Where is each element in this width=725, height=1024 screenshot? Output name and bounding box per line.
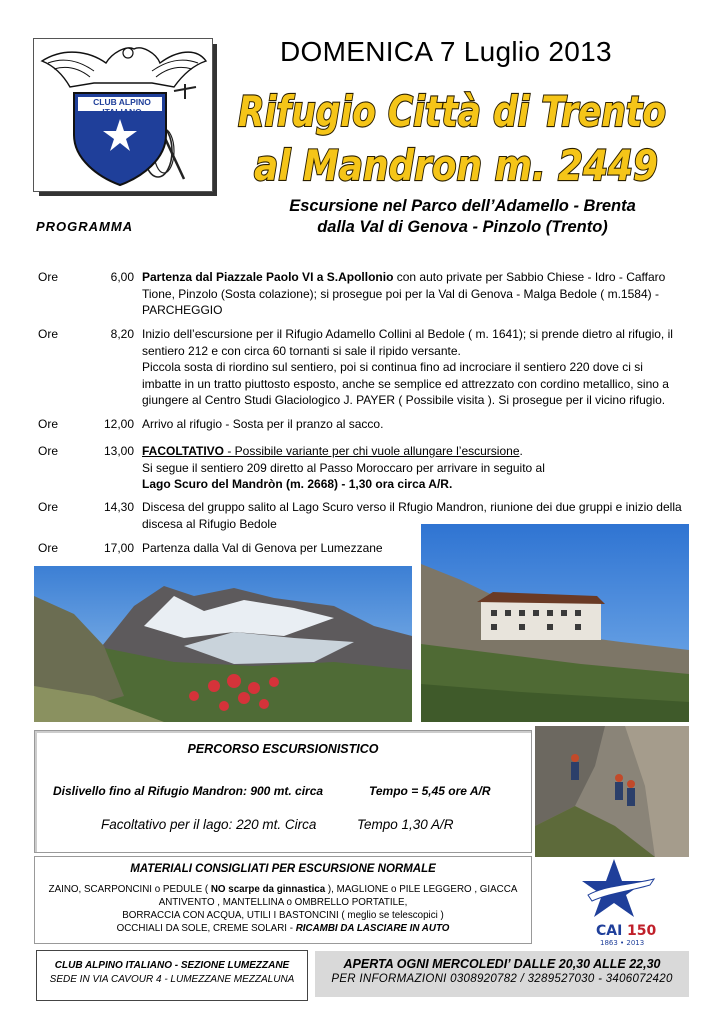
program-desc: Inizio dell’escursione per il Rifugio Adamello Collini al Bedole ( m. 1641); si prende dietro al rifugio, il sentiero 212 e con circa 60 tornanti si sale il ripido versante. Piccola sosta di riordino sul sentiero, poi si continua fino ad incrociare il sentiero 220 dove ci si imbatte in un tratto piuttosto esposto, anche se semplice ed attrezzato con cordino metallico, sino a giungere al Centro Studi Glaciologico J. PAYER ( Possibile visita ). Si prosegue per il vicino rifugio. (142, 327, 673, 408)
ore-label: Ore (38, 327, 59, 341)
program-time: 14,30 (103, 500, 134, 514)
footer-address: SEDE IN VIA CAVOUR 4 - LUMEZZANE MEZZALUNA (49, 974, 295, 985)
program-time: 17,00 (103, 541, 134, 555)
logo-text: CLUB ALPINO ITALIANO (93, 97, 151, 117)
subtitle-line-2: dalla Val di Genova - Pinzolo (Trento) (317, 218, 608, 236)
tempo-lago-text: Tempo 1,30 A/R (357, 817, 454, 832)
footer-left (36, 950, 308, 1001)
footer-club: CLUB ALPINO ITALIANO - SEZIONE LUMEZZANE (54, 960, 290, 971)
title-line-2: al Mandron m. 2449 (254, 141, 658, 190)
dislivello-text: Dislivello fino al Rifugio Mandron: 900 mt. circa (53, 784, 324, 798)
materiali-title: MATERIALI CONSIGLIATI PER ESCURSIONE NORMALE (130, 863, 436, 875)
ore-label: Ore (38, 417, 59, 431)
materiali-box (34, 856, 532, 944)
hikers-photo (535, 726, 689, 857)
program-time: 13,00 (103, 444, 134, 458)
program-desc: Discesa del gruppo salito al Lago Scuro verso il Rfugio Mandron, riunione dei due gruppi e inizio della discesa al Rifugio Bedole (142, 500, 682, 531)
ore-label: Ore (38, 541, 59, 555)
cai150-text: CAI (596, 923, 623, 939)
opening-hours: APERTA OGNI MERCOLEDI’ DALLE 20,30 ALLE 22,30 (343, 957, 661, 971)
title-line-1: Rifugio Città di Trento (238, 87, 666, 136)
tempo-text: Tempo = 5,45 ore A/R (369, 784, 491, 798)
footer-right (315, 951, 689, 997)
programma-label: PROGRAMMA (36, 219, 134, 234)
event-date: DOMENICA 7 Luglio 2013 (280, 36, 612, 67)
cai150-years: 1863 • 2013 (600, 939, 645, 947)
program-time: 8,20 (110, 327, 134, 341)
rifugio-photo (421, 524, 689, 722)
program-desc: Partenza dalla Val di Genova per Lumezzane (142, 541, 383, 555)
percorso-box (34, 730, 532, 853)
glacier-photo (34, 566, 412, 722)
ore-label: Ore (38, 444, 59, 458)
facoltativo-text: Facoltativo per il lago: 220 mt. Circa (101, 817, 317, 832)
contact-phones: PER INFORMAZIONI 0308920782 / 3289527030 - 3406072420 (331, 973, 673, 985)
ore-label: Ore (38, 500, 59, 514)
cai-logo-frame (33, 38, 213, 192)
subtitle (230, 196, 695, 238)
cai150-logo (570, 855, 666, 947)
subtitle-line-1: Escursione nel Parco dell’Adamello - Brenta (289, 197, 636, 215)
program-time: 6,00 (110, 270, 134, 284)
page-title (228, 80, 678, 190)
cai150-num: 150 (627, 923, 657, 939)
materiali-list: ZAINO, SCARPONCINI o PEDULE ( NO scarpe da ginnastica ), MAGLIONE o PILE LEGGERO , GIACCA ANTIVENTO , MANTELLINA o OMBRELLO PORTATILE, BORRACCIA CON ACQUA, UTILI I BASTONCINI ( meglio se telescopici ) OCCHIALI DA SOLE, CREME SOLARI - RICAMBI DA LASCIARE IN AUTO (48, 884, 518, 934)
program-desc: FACOLTATIVO - Possibile variante per chi vuole allungare l’escursione. Si segue il sentiero 209 diretto al Passo Moroccaro per arrivare in seguito al Lago Scuro del Mandròn (m. 2668) - 1,30 ora circa A/R. (142, 444, 545, 492)
percorso-title: PERCORSO ESCURSIONISTICO (187, 742, 379, 756)
program-desc: Partenza dal Piazzale Paolo VI a S.Apollonio con auto private per Sabbio Chiese - Idro - Caffaro Tione, Pinzolo (Sosta colazione); si prosegue poi per la Val di Genova - Malga Bedole ( m.1584) - PARCHEGGIO (142, 270, 666, 318)
program-time: 12,00 (103, 417, 134, 431)
ore-label: Ore (38, 270, 59, 284)
program-desc: Arrivo al rifugio - Sosta per il pranzo al sacco. (142, 417, 384, 431)
